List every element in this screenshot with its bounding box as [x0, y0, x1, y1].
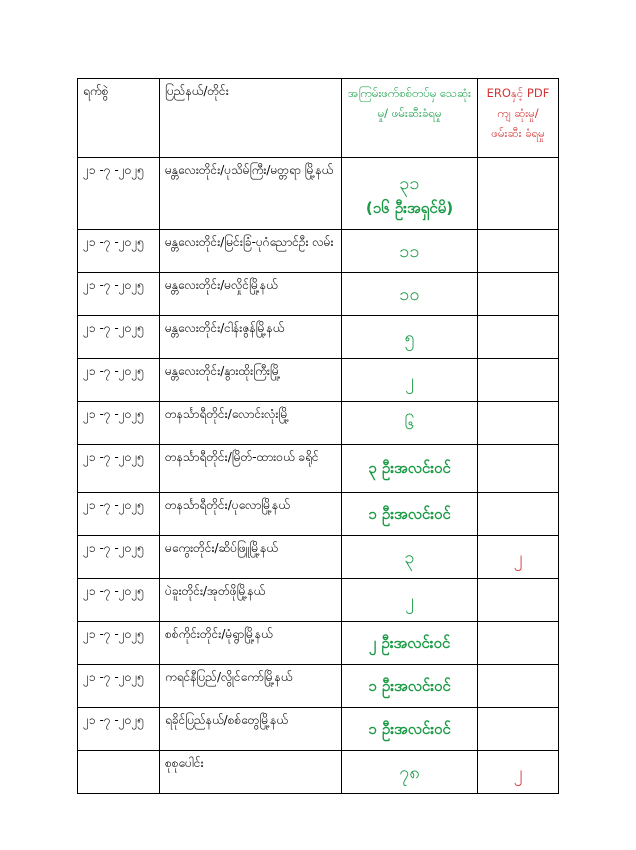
row-location: စုစုပေါင်း	[160, 751, 342, 794]
table-row	[78, 579, 559, 622]
header-date: ရက်စွဲ	[78, 79, 160, 158]
table-header-row	[78, 79, 559, 158]
row-count-note: (၁၆ ဦးအရှင်မိ)	[365, 198, 454, 217]
row-count	[342, 158, 478, 230]
row-date: ၂၁ -၇ -၂၀၂၅	[78, 622, 160, 665]
row-location: တနင်္သာရီတိုင်း/လောင်းလုံးမြို့	[160, 402, 342, 445]
row-count: ၁ ဦးအလင်းဝင်	[342, 493, 478, 536]
row-count: ၂	[342, 579, 478, 622]
table-row	[78, 316, 559, 359]
row-ero: ၂	[478, 751, 559, 794]
row-ero	[478, 493, 559, 536]
row-ero	[478, 359, 559, 402]
row-count-value: ၃၁	[399, 172, 420, 194]
row-ero	[478, 158, 559, 230]
row-ero	[478, 273, 559, 316]
row-location: မန္တလေးတိုင်း/ပုသိမ်ကြီး/မတ္တရာ မြို့နယ်	[160, 158, 342, 230]
table-row	[78, 445, 559, 493]
row-date: ၂၁ -၇ -၂၀၂၅	[78, 273, 160, 316]
row-count: ၁၀	[342, 273, 478, 316]
row-count: ၃ ဦးအလင်းဝင်	[342, 445, 478, 493]
header-location: ပြည်နယ်/တိုင်း	[160, 79, 342, 158]
row-location: ပဲခူးတိုင်း/အုတ်ဖိုမြို့နယ်	[160, 579, 342, 622]
table-row	[78, 359, 559, 402]
row-date: ၂၁ -၇ -၂၀၂၅	[78, 445, 160, 493]
row-date: ၂၁ -၇ -၂၀၂၅	[78, 359, 160, 402]
row-date: ၂၁ -၇ -၂၀၂၅	[78, 536, 160, 579]
row-date: ၂၁ -၇ -၂၀၂၅	[78, 708, 160, 751]
row-count: ၅	[342, 316, 478, 359]
table-row	[78, 665, 559, 708]
table-row	[78, 536, 559, 579]
table-row	[78, 622, 559, 665]
row-date: ၂၁ -၇ -၂၀၂၅	[78, 493, 160, 536]
row-count: ၆	[342, 402, 478, 445]
row-count: ၁၁	[342, 230, 478, 273]
row-location: စစ်ကိုင်းတိုင်း/မုံရွာမြို့နယ်	[160, 622, 342, 665]
row-date: ၂၁ -၇ -၂၀၂၅	[78, 158, 160, 230]
row-location: မန္တလေးတိုင်း/နွားထိုးကြီးမြို့	[160, 359, 342, 402]
row-date: ၂၁ -၇ -၂၀၂၅	[78, 230, 160, 273]
row-count: ၁ ဦးအလင်းဝင်	[342, 665, 478, 708]
row-location: တနင်္သာရီတိုင်း/မြိတ်-ထားဝယ် ခရိုင်	[160, 445, 342, 493]
row-location: မန္တလေးတိုင်း/မလှိုင်မြို့နယ်	[160, 273, 342, 316]
row-count: ၃	[342, 536, 478, 579]
row-location: မန္တလေးတိုင်း/မြင်းခြံ-ပုဂံညောင်ဦး လမ်း	[160, 230, 342, 273]
table-row	[78, 230, 559, 273]
row-ero	[478, 665, 559, 708]
header-junta-casualties: အကြမ်းဖက်စစ်တပ်မှ သေဆုံးမှု/ ဖမ်းဆီးခံရမှု	[342, 79, 478, 158]
row-location: မန္တလေးတိုင်း/ငါန်းဇွန်မြို့နယ်	[160, 316, 342, 359]
row-ero: ၂	[478, 536, 559, 579]
row-date	[78, 751, 160, 794]
table-row	[78, 273, 559, 316]
row-count: ၂ ဦးအလင်းဝင်	[342, 622, 478, 665]
row-ero	[478, 579, 559, 622]
casualty-table	[77, 78, 559, 794]
table-row	[78, 708, 559, 751]
row-ero	[478, 402, 559, 445]
row-location: မကွေးတိုင်း/ဆိပ်ဖြူမြို့နယ်	[160, 536, 342, 579]
row-ero	[478, 230, 559, 273]
header-ero-pdf-casualties: EROနှင့် PDF ကျ ဆုံးမှု/ ဖမ်းဆီး ခံရမှု	[478, 79, 559, 158]
row-date: ၂၁ -၇ -၂၀၂၅	[78, 402, 160, 445]
table-row	[78, 402, 559, 445]
table-row	[78, 493, 559, 536]
table-row	[78, 158, 559, 230]
row-date: ၂၁ -၇ -၂၀၂၅	[78, 316, 160, 359]
row-count: ၇၈	[342, 751, 478, 794]
row-count: ၂	[342, 359, 478, 402]
row-ero	[478, 708, 559, 751]
row-location: ကရင်နီပြည်/လွိုင်ကော်မြို့နယ်	[160, 665, 342, 708]
row-ero	[478, 316, 559, 359]
row-ero	[478, 445, 559, 493]
row-location: ရခိုင်ပြည်နယ်/စစ်တွေမြို့နယ်	[160, 708, 342, 751]
row-location: တနင်္သာရီတိုင်း/ပုလောမြို့နယ်	[160, 493, 342, 536]
table-row	[78, 751, 559, 794]
row-count: ၁ ဦးအလင်းဝင်	[342, 708, 478, 751]
row-date: ၂၁ -၇ -၂၀၂၅	[78, 579, 160, 622]
row-ero	[478, 622, 559, 665]
row-date: ၂၁ -၇ -၂၀၂၅	[78, 665, 160, 708]
